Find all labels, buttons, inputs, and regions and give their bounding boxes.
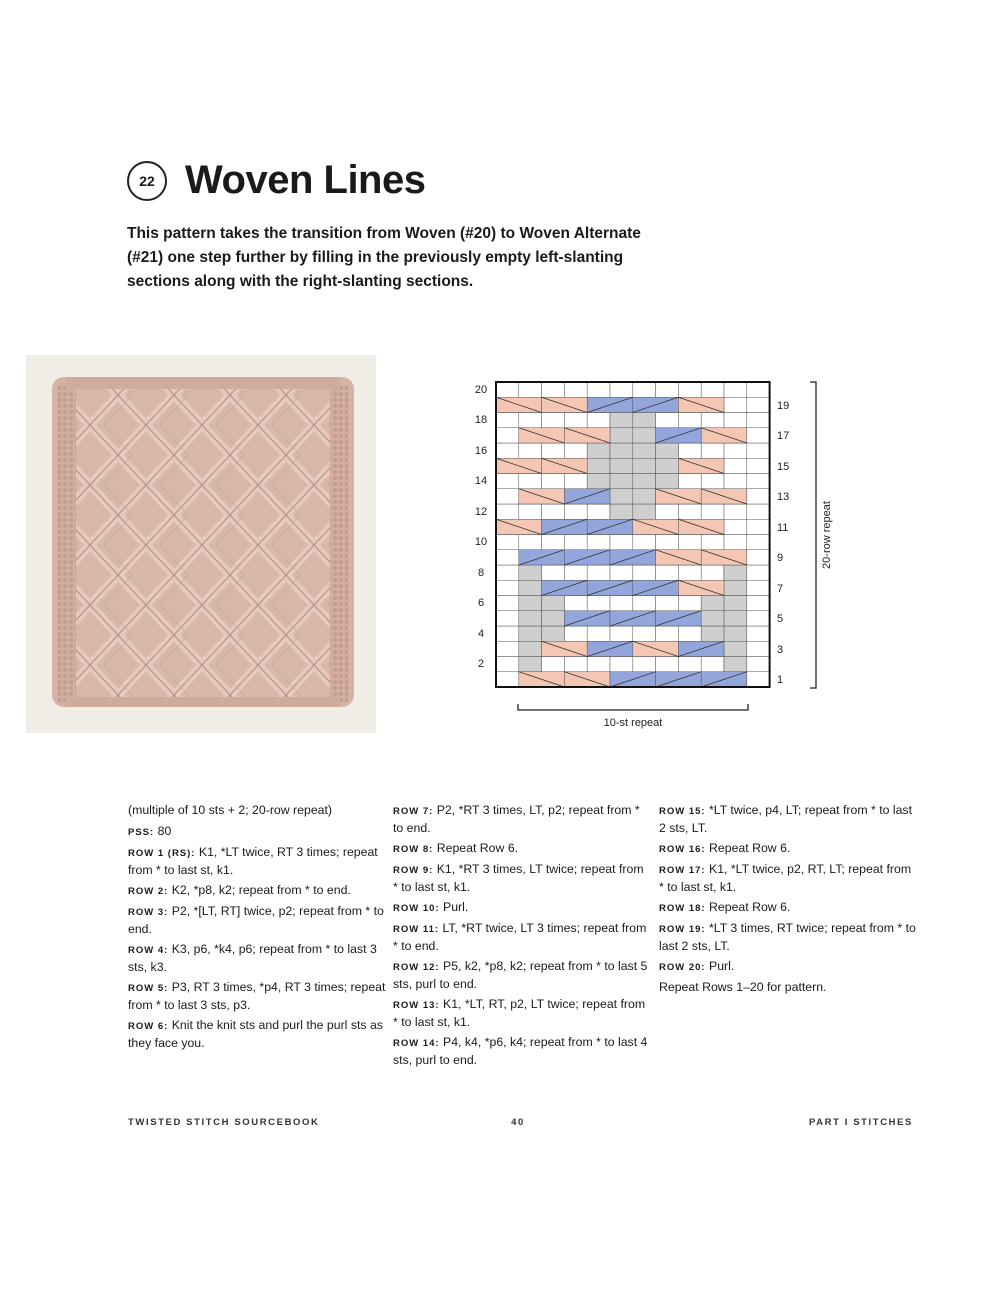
purl-cell [610, 458, 633, 473]
chart-cell [656, 382, 679, 397]
instructions-column-1 [128, 802, 386, 1055]
chart-cell [656, 413, 679, 428]
row-number-right: 15 [777, 461, 790, 473]
chart-cell [747, 519, 770, 534]
instruction-line: ROW 7: P2, *RT 3 times, LT, p2; repeat from * to end. [393, 803, 640, 835]
chart-cell [496, 550, 519, 565]
purl-cell [610, 443, 633, 458]
page-title: Woven Lines [185, 158, 426, 202]
chart-cell [656, 596, 679, 611]
chart-cell [678, 443, 701, 458]
chart-cell [747, 428, 770, 443]
chart-cell [747, 626, 770, 641]
stitch-repeat-bracket [518, 704, 748, 710]
chart-cell [496, 565, 519, 580]
chart-cell [747, 489, 770, 504]
pattern-number-badge: 22 [127, 161, 167, 201]
right-row-numbers [777, 400, 789, 686]
chart-cell [564, 382, 587, 397]
chart-cell [701, 382, 724, 397]
instruction-line: ROW 4: K3, p6, *k4, p6; repeat from * to last 3 sts, k3. [128, 942, 377, 974]
purl-cell [724, 657, 747, 672]
instruction-line: ROW 2: K2, *p8, k2; repeat from * to end. [128, 883, 351, 897]
chart-cell [610, 382, 633, 397]
chart-cell [496, 474, 519, 489]
stitch-chart [460, 370, 840, 740]
instruction-line: ROW 11: LT, *RT twice, LT 3 times; repeat from * to end. [393, 921, 647, 953]
row-number-left: 6 [477, 597, 485, 609]
chart-cell [610, 565, 633, 580]
purl-cell [519, 565, 542, 580]
chart-cell [542, 565, 565, 580]
chart-cell [496, 626, 519, 641]
chart-cell [747, 397, 770, 412]
chart-cell [519, 413, 542, 428]
chart-cell [678, 382, 701, 397]
row-repeat-bracket [810, 382, 816, 688]
purl-cell [542, 626, 565, 641]
chart-cell [633, 565, 656, 580]
chart-cell [496, 504, 519, 519]
chart-cell [678, 657, 701, 672]
chart-cell [610, 657, 633, 672]
chart-cell [564, 443, 587, 458]
chart-cell [587, 413, 610, 428]
instruction-line: ROW 15: *LT twice, p4, LT; repeat from * to last 2 sts, LT. [659, 803, 912, 835]
purl-cell [724, 626, 747, 641]
chart-cell [747, 382, 770, 397]
chart-cell [747, 580, 770, 595]
chart-cell [519, 474, 542, 489]
chart-cell [724, 382, 747, 397]
chart-cell [542, 535, 565, 550]
instruction-line: ROW 18: Repeat Row 6. [659, 900, 791, 914]
chart-cell [542, 474, 565, 489]
chart-cell [542, 657, 565, 672]
chart-cell [747, 413, 770, 428]
chart-cell [564, 596, 587, 611]
chart-cell [656, 565, 679, 580]
instruction-line: ROW 20: Purl. [659, 959, 735, 973]
row-number-left: 14 [474, 475, 488, 487]
purl-cell [519, 641, 542, 656]
chart-cell [496, 535, 519, 550]
purl-cell [633, 413, 656, 428]
chart-cell [564, 474, 587, 489]
chart-cell [701, 657, 724, 672]
purl-cell [542, 596, 565, 611]
chart-cell [633, 596, 656, 611]
chart-cell [496, 443, 519, 458]
chart-cell [747, 565, 770, 580]
chart-cell [656, 535, 679, 550]
purl-cell [656, 474, 679, 489]
instruction-line: (multiple of 10 sts + 2; 20-row repeat) [128, 803, 333, 817]
chart-cell [724, 535, 747, 550]
purl-cell [724, 596, 747, 611]
purl-cell [610, 474, 633, 489]
instruction-line: Repeat Rows 1–20 for pattern. [659, 980, 827, 994]
chart-cell [656, 504, 679, 519]
chart-cell [610, 626, 633, 641]
heading [127, 158, 425, 203]
chart-cell [678, 596, 701, 611]
page-number: 40 [511, 1117, 525, 1128]
row-number-left: 8 [477, 567, 485, 579]
purl-cell [587, 443, 610, 458]
chart-cell [519, 443, 542, 458]
row-number-left: 18 [474, 414, 488, 426]
purl-cell [724, 580, 747, 595]
chart-cell [678, 535, 701, 550]
chart-cell [633, 657, 656, 672]
row-number-right: 5 [777, 613, 784, 625]
chart-cell [747, 504, 770, 519]
row-number-left: 20 [474, 384, 488, 396]
purl-cell [587, 474, 610, 489]
footer-book-title: TWISTED STITCH SOURCEBOOK [128, 1117, 320, 1128]
chart-cell [701, 474, 724, 489]
chart-grid [496, 382, 770, 687]
chart-cell [542, 413, 565, 428]
row-number-right: 7 [777, 583, 784, 595]
purl-cell [724, 611, 747, 626]
chart-cell [678, 504, 701, 519]
row-number-right: 9 [777, 552, 784, 564]
chart-cell [656, 626, 679, 641]
chart-cell [633, 626, 656, 641]
chart-cell [496, 428, 519, 443]
chart-cell [542, 443, 565, 458]
chart-cell [724, 443, 747, 458]
chart-cell [587, 535, 610, 550]
chart-cell [587, 565, 610, 580]
chart-cell [496, 382, 519, 397]
row-number-left: 2 [477, 658, 485, 670]
chart-cell [587, 657, 610, 672]
chart-cell [633, 535, 656, 550]
chart-cell [701, 504, 724, 519]
chart-cell [678, 474, 701, 489]
chart-cell [542, 504, 565, 519]
chart-cell [587, 626, 610, 641]
chart-cell [678, 565, 701, 580]
chart-cell [587, 596, 610, 611]
chart-cell [701, 443, 724, 458]
chart-cell [496, 611, 519, 626]
chart-cell [747, 474, 770, 489]
row-number-right: 11 [777, 522, 789, 534]
chart-cell [496, 641, 519, 656]
instruction-line: ROW 9: K1, *RT 3 times, LT twice; repeat from * to last st, k1. [393, 862, 644, 894]
row-number-left: 16 [474, 445, 488, 457]
instruction-line: ROW 16: Repeat Row 6. [659, 841, 791, 855]
instruction-line: ROW 19: *LT 3 times, RT twice; repeat from * to last 2 sts, LT. [659, 921, 916, 953]
chart-cell [747, 657, 770, 672]
purl-cell [724, 641, 747, 656]
row-number-left: 4 [477, 628, 485, 640]
instruction-line: ROW 10: Purl. [393, 900, 469, 914]
chart-cell [496, 596, 519, 611]
instruction-line: PSS: 80 [128, 824, 172, 838]
chart-cell [747, 611, 770, 626]
purl-cell [519, 657, 542, 672]
purl-cell [633, 458, 656, 473]
chart-cell [564, 504, 587, 519]
purl-cell [724, 565, 747, 580]
instruction-line: ROW 1 (RS): K1, *LT twice, RT 3 times; repeat from * to last st, k1. [128, 845, 378, 877]
chart-cell [747, 458, 770, 473]
purl-cell [633, 474, 656, 489]
purl-cell [519, 626, 542, 641]
row-number-right: 17 [777, 430, 790, 442]
purl-cell [519, 611, 542, 626]
chart-cell [496, 672, 519, 687]
left-row-numbers [475, 384, 487, 670]
chart-cell [564, 657, 587, 672]
chart-cell [633, 382, 656, 397]
instruction-line: ROW 17: K1, *LT twice, p2, RT, LT; repeat from * to last st, k1. [659, 862, 912, 894]
instructions-column-2 [393, 802, 651, 1072]
purl-cell [656, 458, 679, 473]
chart-cell [747, 641, 770, 656]
chart-cell [519, 382, 542, 397]
purl-cell [610, 413, 633, 428]
chart-cell [724, 474, 747, 489]
instruction-line: ROW 13: K1, *LT, RT, p2, LT twice; repeat from * to last st, k1. [393, 997, 646, 1029]
chart-cell [564, 535, 587, 550]
chart-cell [724, 519, 747, 534]
chart-cell [564, 565, 587, 580]
instruction-line: ROW 14: P4, k4, *p6, k4; repeat from * to last 4 sts, purl to end. [393, 1035, 648, 1067]
chart-cell [496, 413, 519, 428]
chart-cell [496, 580, 519, 595]
chart-cell [724, 504, 747, 519]
instruction-line: ROW 5: P3, RT 3 times, *p4, RT 3 times; repeat from * to last 3 sts, p3. [128, 980, 386, 1012]
chart-cell [610, 535, 633, 550]
chart-cell [610, 596, 633, 611]
instruction-line: ROW 6: Knit the knit sts and purl the purl sts as they face you. [128, 1018, 383, 1050]
purl-cell [519, 580, 542, 595]
chart-cell [701, 565, 724, 580]
purl-cell [610, 428, 633, 443]
row-repeat-label: 20-row repeat [821, 501, 833, 569]
chart-cell [542, 382, 565, 397]
footer-section: PART I STITCHES [808, 1117, 913, 1128]
row-number-right: 13 [777, 491, 790, 503]
swatch-photo [26, 355, 376, 733]
stitch-repeat-label: 10-st repeat [603, 717, 663, 729]
chart-cell [564, 413, 587, 428]
purl-cell [656, 443, 679, 458]
purl-cell [701, 611, 724, 626]
chart-cell [519, 535, 542, 550]
row-number-right: 1 [777, 674, 784, 686]
purl-cell [633, 489, 656, 504]
chart-cell [587, 382, 610, 397]
instruction-line: ROW 8: Repeat Row 6. [393, 841, 519, 855]
chart-cell [747, 596, 770, 611]
row-number-left: 12 [474, 506, 488, 518]
chart-cell [724, 397, 747, 412]
instruction-line: ROW 12: P5, k2, *p8, k2; repeat from * to last 5 sts, purl to end. [393, 959, 648, 991]
purl-cell [542, 611, 565, 626]
purl-cell [633, 428, 656, 443]
instructions-column-3 [659, 802, 917, 1000]
chart-cell [587, 504, 610, 519]
chart-cell [496, 657, 519, 672]
purl-cell [519, 596, 542, 611]
intro-paragraph: This pattern takes the transition from Woven (#20) to Woven Alternate (#21) one step further by filling in the previously empty left-slanting sections along with the right-slanting sections. [127, 225, 641, 290]
chart-cell [519, 504, 542, 519]
row-number-right: 19 [777, 400, 790, 412]
chart-cell [701, 535, 724, 550]
purl-cell [610, 489, 633, 504]
purl-cell [587, 458, 610, 473]
chart-cell [724, 413, 747, 428]
purl-cell [701, 626, 724, 641]
row-number-right: 3 [777, 644, 784, 656]
chart-cell [747, 550, 770, 565]
chart-cell [724, 458, 747, 473]
chart-cell [564, 626, 587, 641]
chart-cell [496, 489, 519, 504]
chart-cell [678, 626, 701, 641]
chart-cell [678, 413, 701, 428]
purl-cell [610, 504, 633, 519]
chart-cell [747, 535, 770, 550]
row-number-left: 10 [474, 536, 488, 548]
purl-cell [633, 443, 656, 458]
chart-cell [656, 657, 679, 672]
chart-cell [701, 413, 724, 428]
chart-cell [747, 672, 770, 687]
purl-cell [633, 504, 656, 519]
purl-cell [701, 596, 724, 611]
chart-cell [747, 443, 770, 458]
instruction-line: ROW 3: P2, *[LT, RT] twice, p2; repeat from * to end. [128, 904, 384, 936]
